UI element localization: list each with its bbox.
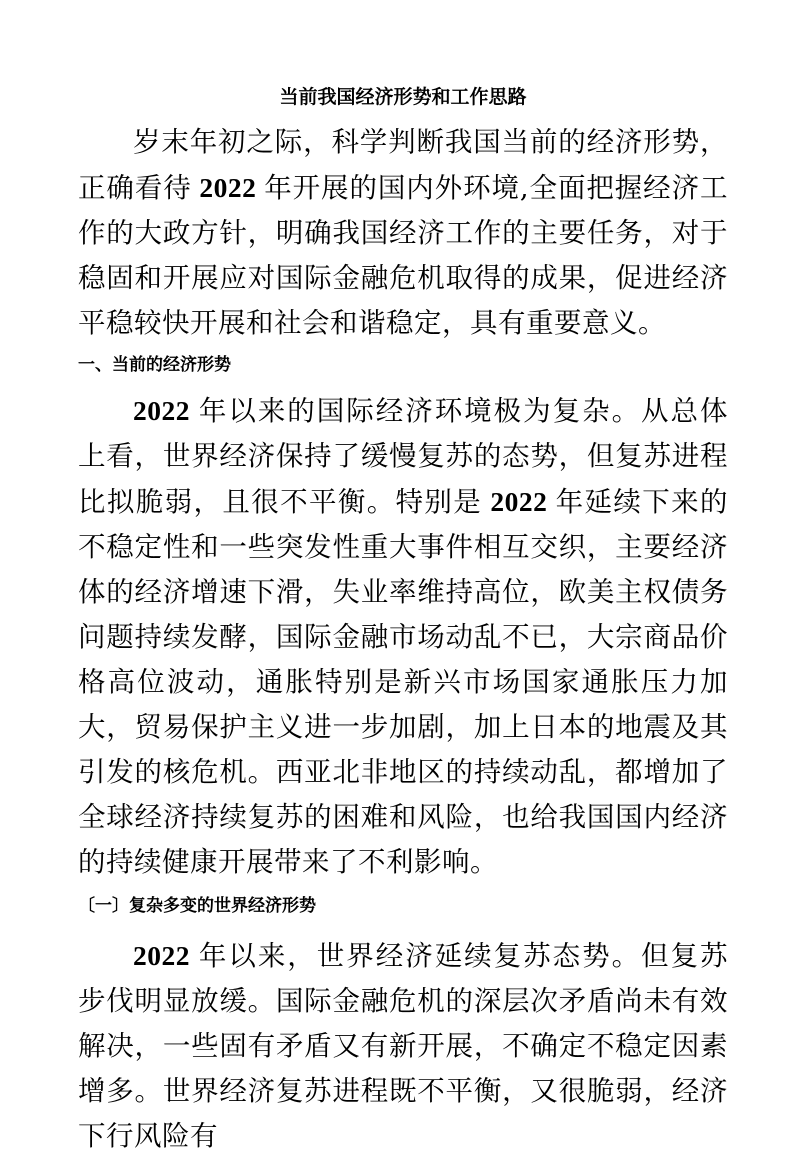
subsection-heading: 〔一〕复杂多变的世界经济形势 bbox=[78, 896, 316, 916]
section-paragraph: 2022 年以来的国际经济环境极为复杂。从总体上看，世界经济保持了缓慢复苏的态势，但复苏进程比拟脆弱，且很不平衡。特别是 2022 年延续下来的不稳定性和一些突发性重大事件相互交织，主要经济体的经济增速下滑，失业率维持高位，欧美主权债务问题持续发酵，国际金融市场动乱不已，大宗商品价格高位波动，通胀特别是新兴市场国家通胀压力加大，贸易保护主义进一步加剧，加上日本的地震及其引发的核危机。西亚北非地区的持续动乱，都增加了全球经济持续复苏的困难和风险，也给我国国内经济的持续健康开展带来了不利影响。 bbox=[78, 395, 729, 878]
document-title: 当前我国经济形势和工作思路 bbox=[279, 86, 527, 108]
section-heading: 一、当前的经济形势 bbox=[78, 355, 231, 375]
subsection-paragraph: 2022 年以来，世界经济延续复苏态势。但复苏步伐明显放缓。国际金融危机的深层次矛盾尚未有效解决，一些固有矛盾又有新开展，不确定不稳定因素增多。世界经济复苏进程既不平衡，又很脆弱，经济下行风险有 bbox=[78, 940, 729, 1152]
intro-paragraph: 岁末年初之际，科学判断我国当前的经济形势，正确看待 2022 年开展的国内外环境,全面把握经济工作的大政方针，明确我国经济工作的主要任务，对于稳固和开展应对国际金融危机取得的成果，促进经济平稳较快开展和社会和谐稳定，具有重要意义。 bbox=[78, 126, 729, 339]
